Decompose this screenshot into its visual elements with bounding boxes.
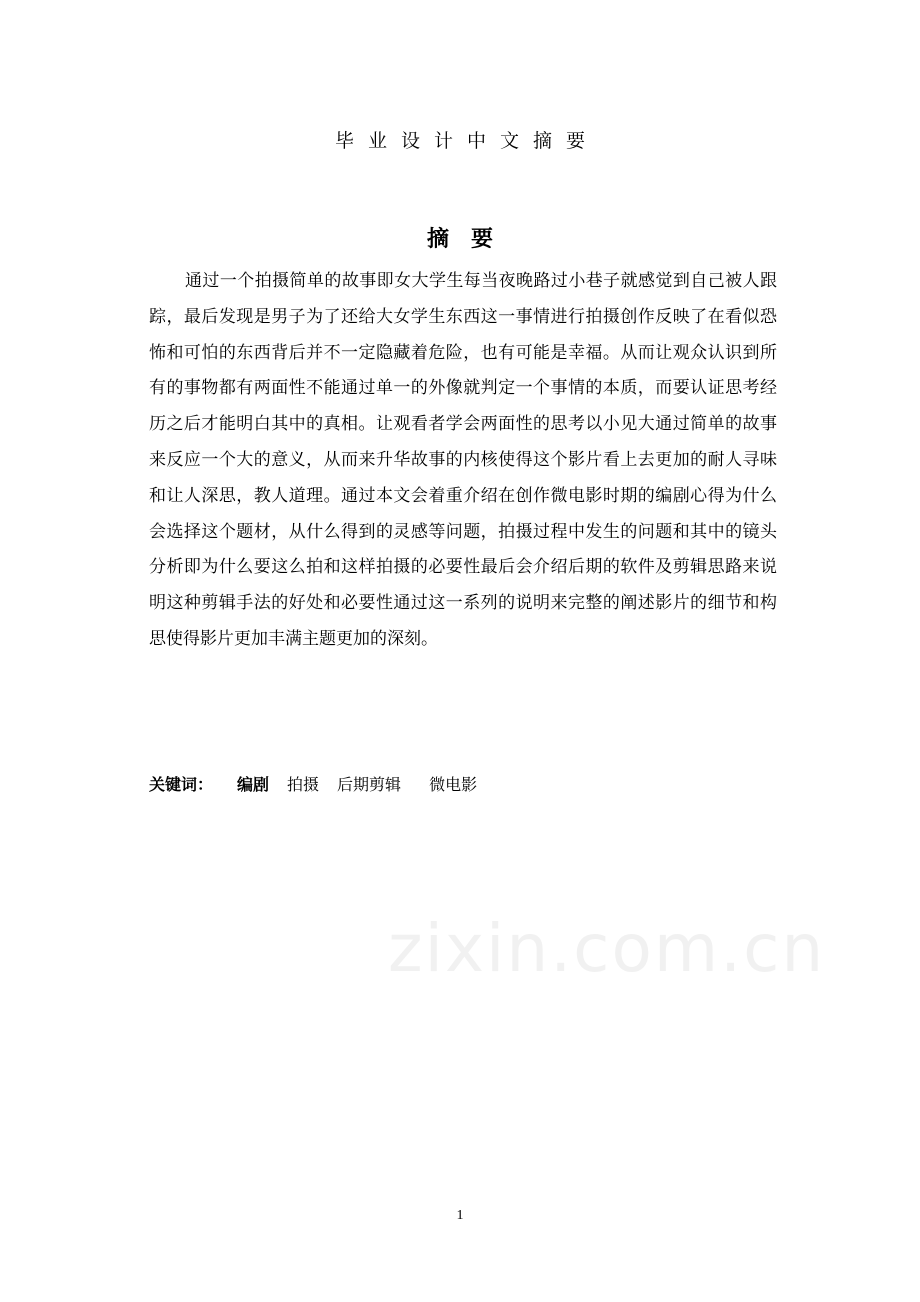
document-header-title: 毕业设计中文摘要 [334, 130, 599, 152]
page-number: 1 [456, 1208, 464, 1223]
keyword-item: 后期剪辑 [337, 775, 402, 794]
keywords-label: 关键词： [149, 775, 214, 794]
keywords-line [149, 772, 477, 795]
keyword-item: 拍摄 [287, 775, 320, 794]
abstract-title: 摘要 [426, 227, 515, 252]
keyword-item: 微电影 [429, 775, 478, 794]
watermark: zixin.com.cn [388, 910, 826, 987]
keyword-item: 编剧 [237, 775, 270, 794]
abstract-body: 通过一个拍摄简单的故事即女大学生每当夜晚路过小巷子就感觉到自己被人跟踪，最后发现是男子为了还给大女学生东西这一事情进行拍摄创作反映了在看似恐怖和可怕的东西背后并不一定隐藏着危险，也有可能是幸福。从而让观众认识到所有的事物都有两面性不能通过单一的外像就判定一个事情的本质，而要认证思考经历之后才能明白其中的真相。让观看者学会两面性的思考以小见大通过简单的故事来反应一个大的意义，从而来升华故事的内核使得这个影片看上去更加的耐人寻味和让人深思，教人道理。通过本文会着重介绍在创作微电影时期的编剧心得为什么会选择这个题材，从什么得到的灵感等问题，拍摄过程中发生的问题和其中的镜头分析即为什么要这么拍和这样拍摄的必要性最后会介绍后期的软件及剪辑思路来说明这种剪辑手法的好处和必要性通过这一系列的说明来完整的阐述影片的细节和构思使得影片更加丰满主题更加的深刻。 [149, 271, 777, 649]
